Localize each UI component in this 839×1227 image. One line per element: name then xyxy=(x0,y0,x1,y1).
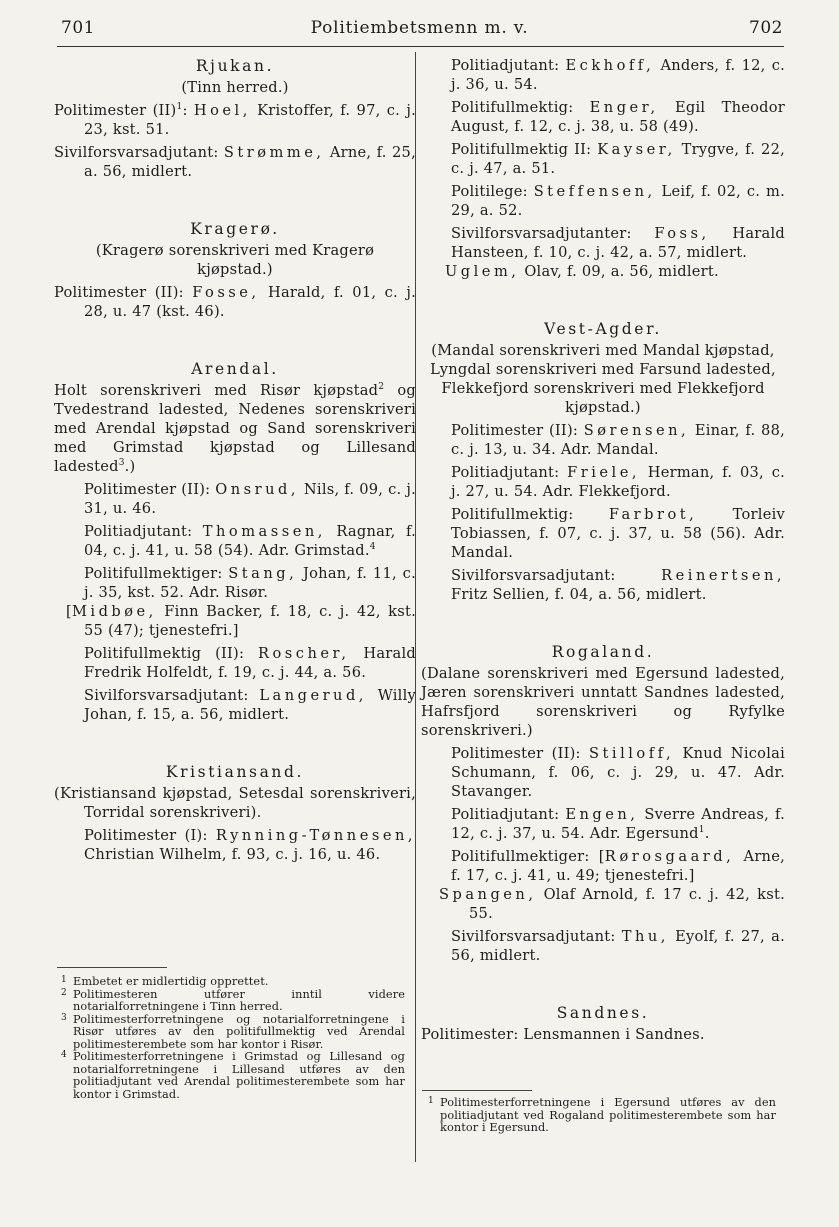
person-name: Stang, xyxy=(228,565,298,582)
person-name: Thu, xyxy=(621,928,669,945)
entry: Politifullmektig: Enger, Egil Theodor August, f. 12, c. j. 38, u. 58 (49). xyxy=(451,99,785,135)
section-vest-agder xyxy=(421,319,785,604)
footnotes-left xyxy=(57,976,405,1101)
section-heading: Rjukan. xyxy=(195,57,275,75)
person-name: Farbrot, xyxy=(608,506,698,523)
section-continued xyxy=(421,56,785,281)
section-heading: Rogaland. xyxy=(551,643,655,661)
person-name: Roscher, xyxy=(258,645,350,662)
entry: Sivilforsvarsadjutant: Thu, Eyolf, f. 27, a. 56, midlert. xyxy=(451,928,785,964)
entry: Politifullmektiger: Stang, Johan, f. 11, c. j. 35, kst. 52. Adr. Risør. xyxy=(84,565,416,601)
person-name: Rynning-Tønnesen, xyxy=(215,827,416,844)
person-name: Foss, xyxy=(654,225,710,242)
person-name: Eckhoff, xyxy=(565,57,655,74)
running-title: Politiembetsmenn m. v. xyxy=(310,18,529,38)
entry: Sivilforsvarsadjutant: Strømme, Arne, f. 25, a. 56, midlert. xyxy=(54,144,416,180)
entry: Politimester (II): Onsrud, Nils, f. 09, c. j. 31, u. 46. xyxy=(84,481,416,517)
page-number-left: 701 xyxy=(61,18,95,38)
footnote: 3 Politimesterforretningene og notarialforretningene i Risør utføres av den politifullmektig ved Arendal politimesterembete som har kontor i Risør. xyxy=(61,1012,405,1051)
person-name: Hoel, xyxy=(193,102,251,119)
person-name: Engen, xyxy=(565,806,639,823)
section-sandnes xyxy=(421,1003,785,1044)
footnote: 4 Politimesterforretningene i Grimstad og Lillesand og notarialforretningene i Lillesand utføres av den politiadjutant ved Arendal politimesterembete som har kontor i Grimstad. xyxy=(61,1050,405,1101)
entry: Politimester: Lensmannen i Sandnes. xyxy=(421,1026,705,1043)
person-name: Rørosgaard, xyxy=(604,848,735,865)
entry: Sivilforsvarsadjutanter: Foss, Harald Hansteen, f. 10, c. j. 42, a. 57, midlert. xyxy=(451,225,785,261)
page-number-right: 702 xyxy=(749,18,783,38)
entry: Politimester (II)$^1$: Hoel, Kristoffer, f. 97, c. j. 23, kst. 51. xyxy=(54,102,416,138)
section-heading: Kragerø. xyxy=(190,220,280,238)
right-column xyxy=(421,56,785,1048)
header-rule xyxy=(57,46,784,47)
section-description: (Kristiansand kjøpstad, Setesdal sorenskriveri, Torridal sorenskriveri). xyxy=(54,785,416,821)
footnote-ref: 3 xyxy=(118,458,125,469)
person-name: Spangen, xyxy=(439,886,537,903)
section-description: Holt sorenskriveri med Risør kjøpstad$^2$ og Tvedestrand ladested, Nedenes sorenskriveri med Arendal kjøpstad og Sand sorenskriveri med Grimstad kjøpstad og Lillesand ladested$^3$.) xyxy=(54,382,416,475)
entry: Politifullmektig (II): Roscher, Harald Fredrik Holfeldt, f. 19, c. j. 44, a. 56. xyxy=(84,645,416,681)
person-name: Kayser, xyxy=(597,141,676,158)
footnote: 1 Politimesterforretningene i Egersund utføres av den politiadjutant ved Rogaland politimesterembete som har kontor i Egersund. xyxy=(428,1096,776,1134)
entry: Politifullmektiger: [Rørosgaard, Arne, f. 17, c. j. 41, u. 49; tjenestefri.] xyxy=(451,848,785,884)
entry: Sivilforsvarsadjutant: Reinertsen, Fritz Sellien, f. 04, a. 56, midlert. xyxy=(451,567,785,603)
section-heading: Arendal. xyxy=(191,360,279,378)
section-kragero xyxy=(54,219,416,321)
person-name: Uglem, xyxy=(445,263,520,280)
entry: Politimester (I): Rynning-Tønnesen, Christian Wilhelm, f. 93, c. j. 16, u. 46. xyxy=(84,827,416,863)
section-rogaland xyxy=(421,642,785,965)
section-heading: Vest-Agder. xyxy=(544,320,662,338)
footnote: 2 Politimesteren utfører inntil videre notarialforretningene i Tinn herred. xyxy=(61,987,405,1013)
footnote-rule xyxy=(422,1090,532,1091)
person-name: Friele, xyxy=(567,464,640,481)
section-subtitle: (Kragerø sorenskriveri med Kragerø kjøpstad.) xyxy=(95,242,375,278)
section-kristiansand xyxy=(54,762,416,864)
person-name: Stilloff, xyxy=(589,745,675,762)
person-name: Fosse, xyxy=(192,284,260,301)
footnote-rule xyxy=(57,967,167,968)
entry: Politiadjutant: Thomassen, Ragnar, f. 04, c. j. 41, u. 58 (54). Adr. Grimstad.$^4$ xyxy=(84,523,417,559)
section-description: (Dalane sorenskriveri med Egersund ladested, Jæren sorenskriveri unntatt Sandnes ladested, Hafrsfjord sorenskriveri og Ryfylke sorenskriveri.) xyxy=(421,665,785,739)
section-arendal xyxy=(54,359,416,724)
entry: Politiadjutant: Engen, Sverre Andreas, f. 12, c. j. 37, u. 54. Adr. Egersund$^1$. xyxy=(451,806,785,842)
footnote-ref: 4 xyxy=(369,542,376,553)
entry: Politimester (II): Sørensen, Einar, f. 88, c. j. 13, u. 34. Adr. Mandal. xyxy=(451,422,786,458)
footnote-ref: 1 xyxy=(698,825,705,836)
person-name: Steffensen, xyxy=(533,183,656,200)
person-name: Strømme, xyxy=(223,144,325,161)
entry: Politifullmektig: Farbrot, Torleiv Tobiassen, f. 07, c. j. 37, u. 58 (56). Adr. Mandal. xyxy=(451,506,785,561)
person-name: Midbøe, xyxy=(71,603,157,620)
section-heading: Kristiansand. xyxy=(165,763,305,781)
person-name: Langerud, xyxy=(259,687,367,704)
section-subtitle: (Tinn herred.) xyxy=(181,79,289,96)
entry: Sivilforsvarsadjutant: Langerud, Willy Johan, f. 15, a. 56, midlert. xyxy=(84,687,416,723)
entry: Politilege: Steffensen, Leif, f. 02, c. m. 29, a. 52. xyxy=(451,183,785,219)
person-name: Sørensen, xyxy=(583,422,690,439)
entry: Spangen, Olaf Arnold, f. 17 c. j. 42, kst. 55. xyxy=(439,886,785,922)
page-header xyxy=(0,0,839,48)
entry: Politimester (II): Stilloff, Knud Nicolai Schumann, f. 06, c. j. 29, u. 47. Adr. Stavanger. xyxy=(451,745,785,800)
footnote-ref: 1 xyxy=(176,102,183,113)
entry: Uglem, Olav, f. 09, a. 56, midlert. xyxy=(445,263,719,280)
footnote-ref: 2 xyxy=(378,382,385,393)
person-name: Onsrud, xyxy=(215,481,299,498)
section-heading: Sandnes. xyxy=(556,1004,650,1022)
left-column xyxy=(54,56,416,868)
entry: Politifullmektig II: Kayser, Trygve, f. 22, c. j. 47, a. 51. xyxy=(451,141,786,177)
entry: [Midbøe, Finn Backer, f. 18, c. j. 42, kst. 55 (47); tjenestefri.] xyxy=(66,603,416,639)
person-name: Reinertsen, xyxy=(661,567,785,584)
person-name: Enger, xyxy=(589,99,659,116)
footnote: 1 Embetet er midlertidig opprettet. xyxy=(61,975,269,988)
section-rjukan xyxy=(54,56,416,181)
entry: Politiadjutant: Friele, Herman, f. 03, c. j. 27, u. 54. Adr. Flekkefjord. xyxy=(451,464,786,500)
entry: Politimester (II): Fosse, Harald, f. 01, c. j. 28, u. 47 (kst. 46). xyxy=(54,284,417,320)
section-description: (Mandal sorenskriveri med Mandal kjøpstad, Lyngdal sorenskriveri med Farsund ladested, Flekkefjord sorenskriveri med Flekkefjord kjøpstad.) xyxy=(430,342,776,416)
entry: Politiadjutant: Eckhoff, Anders, f. 12, c. j. 36, u. 54. xyxy=(451,57,786,93)
person-name: Thomassen, xyxy=(202,523,326,540)
footnotes-right xyxy=(424,1097,776,1135)
